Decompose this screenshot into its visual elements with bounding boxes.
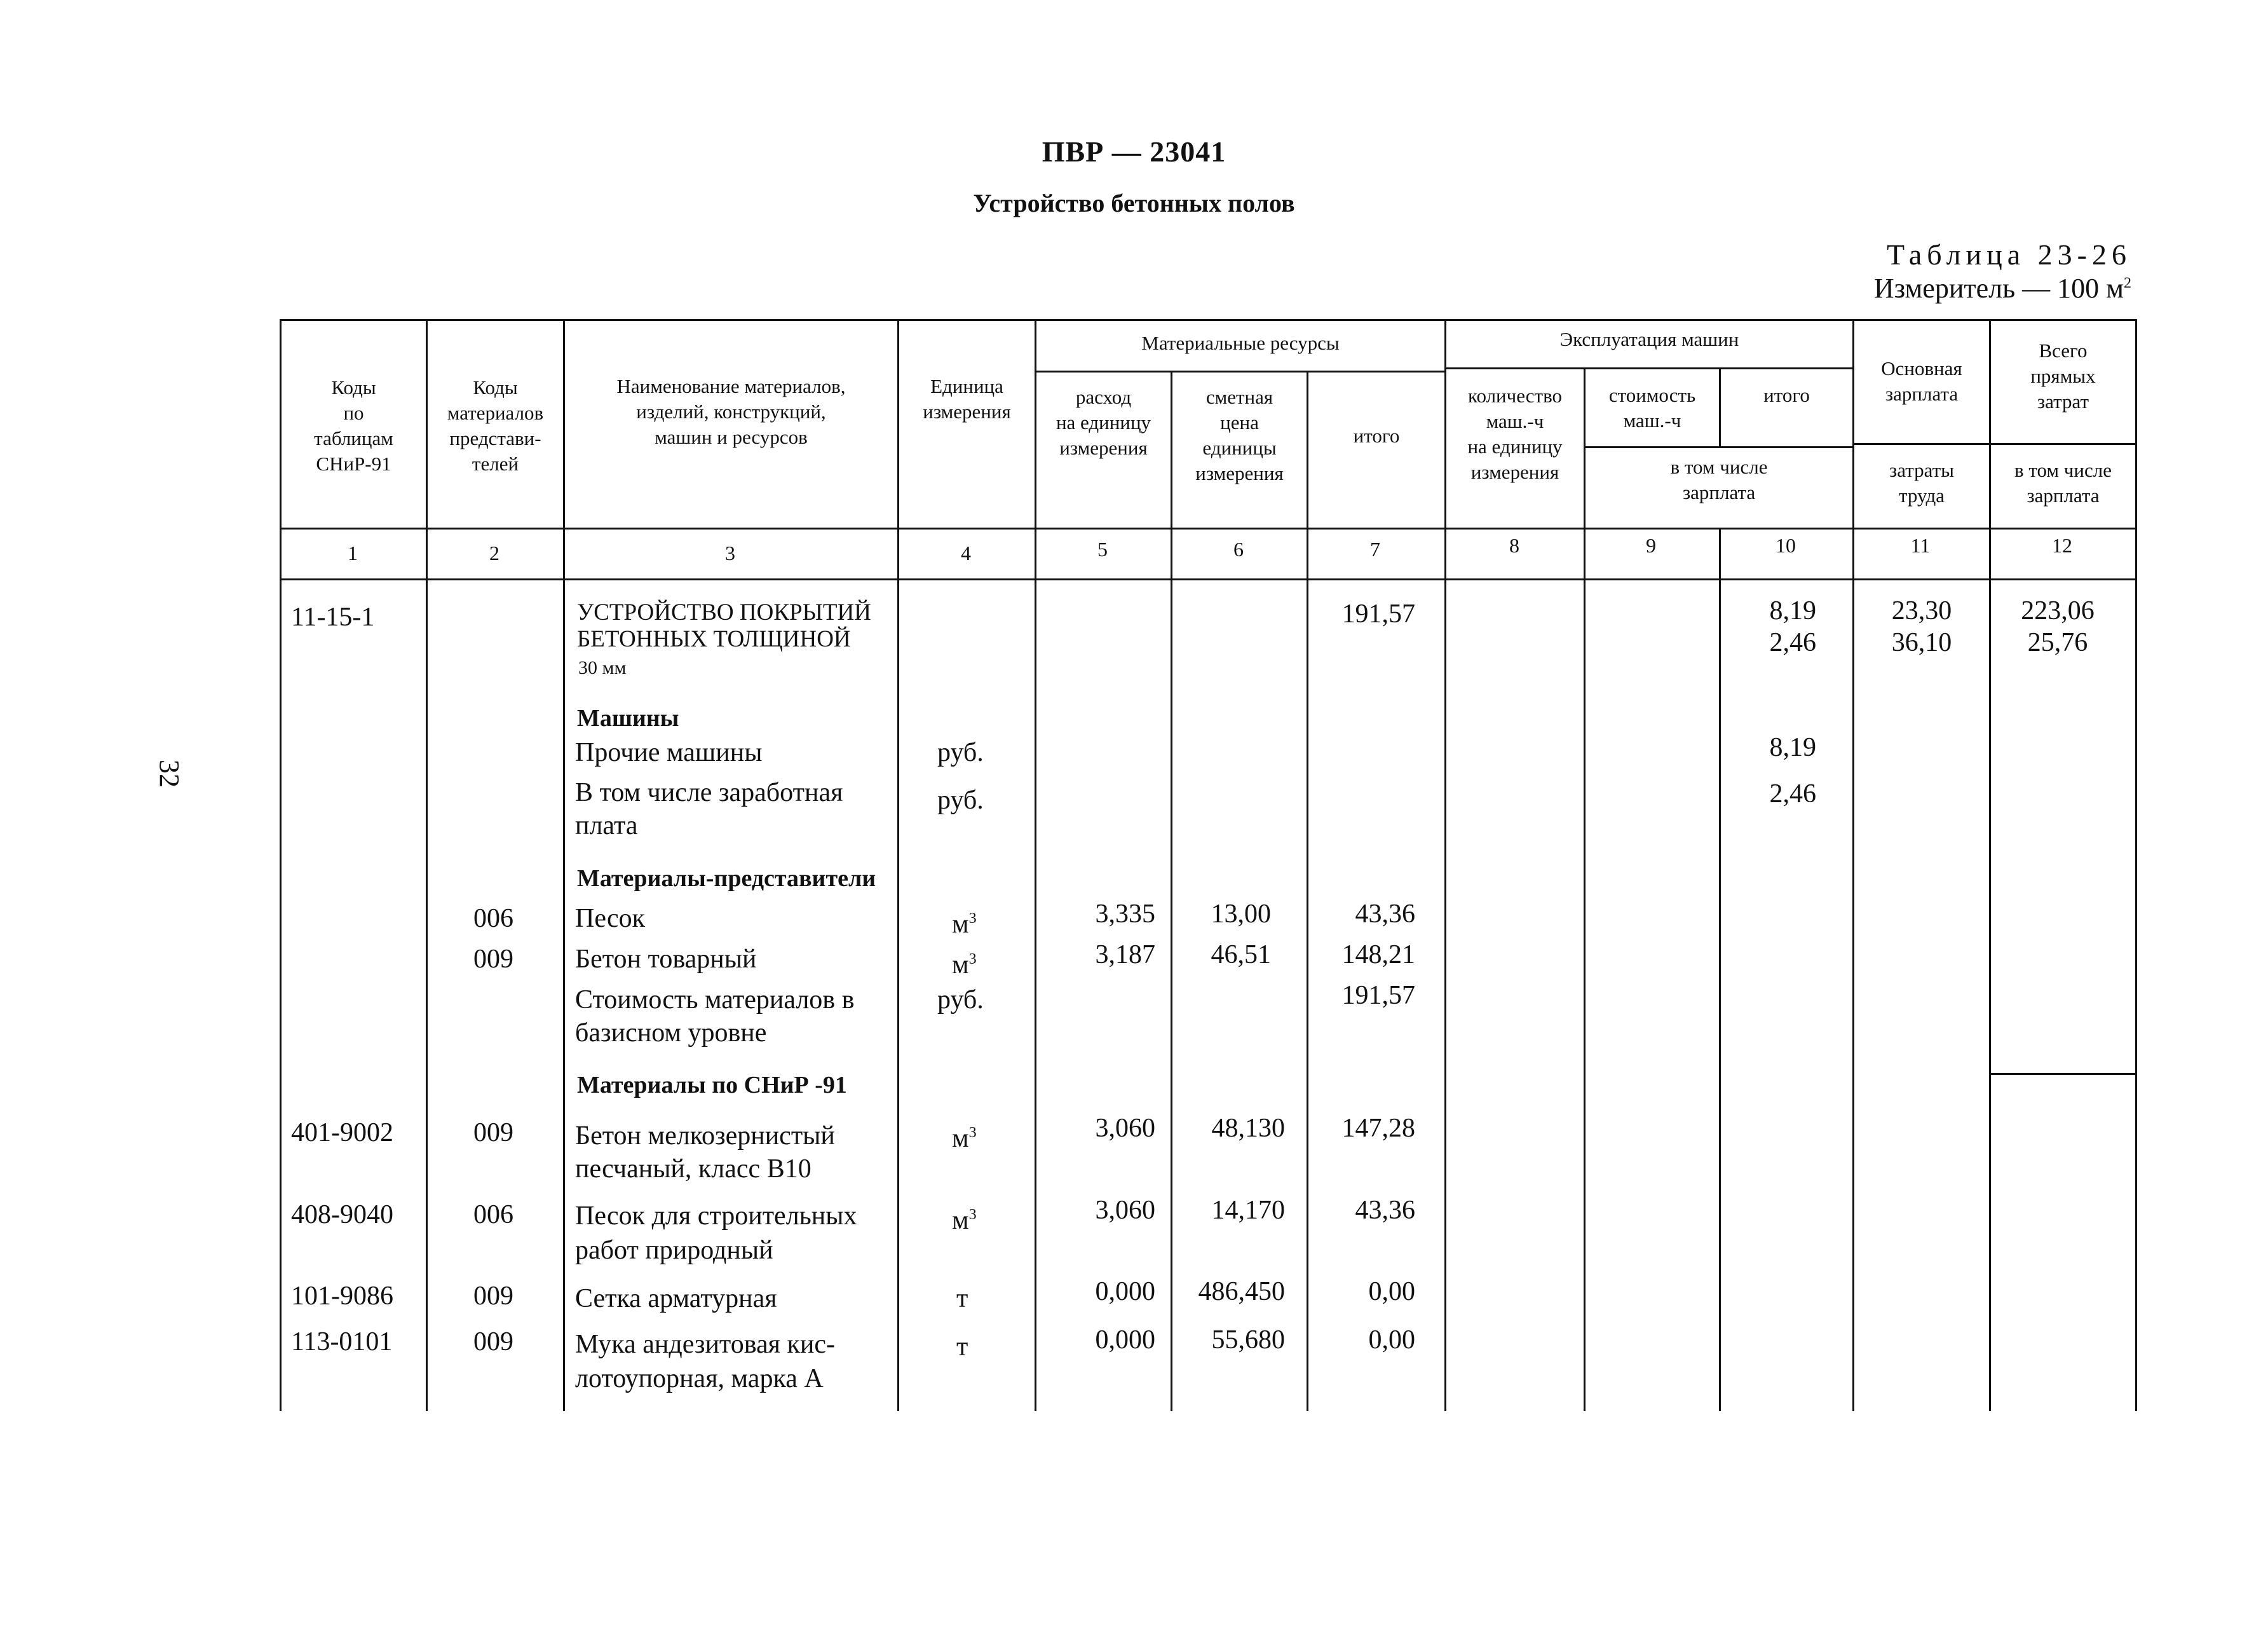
snir-2-rep-code: 006 — [473, 1200, 513, 1229]
snir-2-name-line2: работ природный — [575, 1236, 773, 1265]
rep-concrete-c5: 3,187 — [1095, 940, 1155, 969]
header-col2 — [428, 375, 563, 477]
rep-sand-code: 006 — [473, 904, 513, 933]
header-col4-line: Единица — [930, 375, 1003, 397]
rule-number-row-bottom — [280, 578, 2135, 580]
header-col3 — [565, 374, 897, 450]
snir-1-unit — [952, 1116, 977, 1156]
vline-3 — [897, 319, 899, 1411]
machine-other-name: Прочие машины — [575, 738, 763, 767]
vline-9b — [1719, 528, 1721, 1411]
snir-1-unit-text: м — [952, 1124, 969, 1153]
rep-sand-unit-exp: 3 — [968, 910, 977, 927]
header-col5-line: измерения — [1059, 437, 1148, 459]
header-col12-sub-line: в том числе — [2014, 459, 2112, 481]
snir-4-code: 113-0101 — [291, 1327, 393, 1356]
rule-header-bottom — [280, 528, 2135, 530]
machine-wage-name-line2: плата — [575, 811, 638, 840]
rep-sand-c6: 13,00 — [1211, 899, 1271, 929]
header-col6 — [1172, 385, 1307, 486]
header-col1 — [282, 375, 426, 477]
header-col8 — [1446, 383, 1584, 485]
col-number-5: 5 — [1097, 538, 1108, 561]
header-col6-line: измерения — [1195, 462, 1284, 484]
page-title: ПВР — 23041 — [1042, 135, 1226, 168]
header-col11-sub-line: труда — [1898, 484, 1945, 507]
header-col11-line: Основная — [1881, 357, 1962, 379]
rule-subhead-11-12 — [1852, 443, 2135, 445]
main-name-line2: БЕТОННЫХ ТОЛЩИНОЙ — [577, 626, 851, 652]
col-number-12: 12 — [2052, 534, 2072, 557]
main-c12-wage: 25,76 — [2027, 628, 2088, 657]
rep-sand-name: Песок — [575, 904, 646, 933]
col-number-1: 1 — [348, 542, 358, 564]
header-col2-line: телей — [472, 453, 519, 475]
header-col6-line: единицы — [1202, 437, 1277, 459]
header-col1-line: СНиР-91 — [316, 453, 391, 475]
header-col3-line: изделий, конструкций, — [636, 400, 826, 423]
header-col7: итого — [1353, 425, 1400, 447]
header-col3-line: Наименование материалов, — [616, 375, 846, 397]
measure-text: Измеритель — 100 м — [1873, 273, 2124, 304]
rep-concrete-c7: 148,21 — [1341, 940, 1415, 969]
header-col5-line: расход — [1075, 386, 1132, 408]
rep-sand-c5: 3,335 — [1095, 899, 1155, 929]
snir-1-unit-exp: 3 — [968, 1124, 977, 1141]
snir-1-c5: 3,060 — [1095, 1114, 1155, 1143]
vline-12 — [2135, 319, 2137, 1411]
main-code: 11-15-1 — [291, 603, 375, 632]
col-number-7: 7 — [1370, 538, 1380, 561]
rep-cost-unit: руб. — [937, 985, 984, 1015]
header-col1-line: таблицам — [314, 427, 393, 449]
snir-1-rep-code: 009 — [473, 1118, 513, 1147]
col-number-4: 4 — [961, 542, 971, 564]
rule-group-machines — [1444, 367, 1852, 369]
measure-unit — [1874, 272, 2131, 304]
main-c12-total: 223,06 — [2021, 596, 2095, 625]
main-c11-wage: 23,30 — [1891, 596, 1952, 625]
measure-exponent: 2 — [2124, 275, 2131, 292]
rule-group-materials — [1035, 371, 1444, 372]
main-c11-labor: 36,10 — [1891, 628, 1952, 657]
snir-1-c7: 147,28 — [1341, 1114, 1415, 1143]
snir-2-unit-exp: 3 — [968, 1206, 977, 1223]
snir-4-name-line2: лотоупорная, марка А — [575, 1364, 824, 1393]
header-col11-sub-line: затраты — [1889, 459, 1954, 481]
snir-3-code: 101-9086 — [291, 1281, 393, 1311]
rep-sand-unit-text: м — [952, 910, 969, 939]
header-col9 — [1586, 383, 1719, 434]
snir-1-name-line1: Бетон мелкозернистый — [575, 1121, 835, 1151]
header-col1-line: Коды — [331, 376, 376, 399]
header-col11-sub — [1854, 458, 1989, 509]
vline-5 — [1171, 371, 1172, 1411]
header-col12-line: затрат — [2037, 390, 2089, 413]
header-col12-line: Всего — [2039, 339, 2088, 362]
snir-3-name: Сетка арматурная — [575, 1284, 777, 1313]
snir-3-c5: 0,000 — [1095, 1277, 1155, 1306]
snir-4-c5: 0,000 — [1095, 1325, 1155, 1355]
snir-4-c6: 55,680 — [1211, 1325, 1285, 1355]
snir-4-rep-code: 009 — [473, 1327, 513, 1356]
header-col12-sub — [1991, 458, 2135, 509]
vline-1 — [426, 319, 428, 1411]
rule-top — [280, 319, 2135, 321]
header-col10: итого — [1763, 384, 1810, 406]
rep-concrete-unit-exp: 3 — [968, 951, 977, 967]
snir-1-c6: 48,130 — [1211, 1114, 1285, 1143]
header-col12-sub-line: зарплата — [2027, 484, 2100, 507]
snir-1-name-line2: песчаный, класс В10 — [575, 1154, 811, 1184]
main-name-thickness: 30 мм — [578, 657, 627, 678]
col-number-8: 8 — [1509, 534, 1519, 557]
snir-2-c5: 3,060 — [1095, 1196, 1155, 1225]
snir-3-c7: 0,00 — [1368, 1277, 1415, 1306]
rep-sand-unit — [952, 901, 977, 941]
header-col8-line: измерения — [1470, 461, 1559, 483]
machine-other-c10: 8,19 — [1769, 733, 1816, 762]
snir-2-unit-text: м — [952, 1206, 969, 1235]
header-col12-line: прямых — [2030, 365, 2096, 387]
rep-concrete-unit-text: м — [952, 950, 969, 980]
snir-3-rep-code: 009 — [473, 1281, 513, 1311]
table-label: Таблица 23-26 — [1886, 238, 2131, 271]
snir-2-unit — [952, 1198, 977, 1238]
machine-wage-name-line1: В том числе заработная — [575, 778, 843, 807]
col-number-2: 2 — [489, 542, 499, 564]
header-col4-line: измерения — [923, 400, 1011, 423]
snir-2-code: 408-9040 — [291, 1200, 393, 1229]
main-name-line1: УСТРОЙСТВО ПОКРЫТИЙ — [577, 599, 871, 625]
header-col4 — [899, 374, 1035, 425]
header-group-machines: Эксплуатация машин — [1559, 328, 1739, 350]
header-group-materials: Материальные ресурсы — [1141, 332, 1340, 354]
header-col5-line: на единицу — [1056, 411, 1151, 434]
machine-wage-c10: 2,46 — [1769, 779, 1816, 809]
header-col9-line: стоимость — [1608, 384, 1696, 406]
machine-wage-unit: руб. — [937, 786, 984, 815]
page-subtitle: Устройство бетонных полов — [973, 189, 1295, 217]
header-sub-line: зарплата — [1682, 481, 1756, 503]
header-col11-line: зарплата — [1885, 383, 1959, 405]
col-number-11: 11 — [1910, 534, 1931, 557]
snir-4-c7: 0,00 — [1368, 1325, 1415, 1355]
vline-4 — [1035, 319, 1036, 1411]
snir-4-name-line1: Мука андезитовая кис- — [575, 1330, 835, 1359]
section-representative-materials: Материалы-представители — [577, 865, 876, 892]
rep-concrete-unit — [952, 942, 977, 982]
header-col9-10-sub — [1586, 454, 1852, 505]
snir-1-code: 401-9002 — [291, 1118, 393, 1147]
main-c10-wage: 2,46 — [1769, 628, 1816, 657]
header-col9-line: маш.-ч — [1623, 409, 1681, 432]
rep-cost-name-line2: базисном уровне — [575, 1018, 767, 1048]
header-col11 — [1854, 356, 1989, 407]
main-total: 191,57 — [1341, 599, 1415, 629]
header-col6-line: цена — [1220, 411, 1259, 434]
rep-cost-c7: 191,57 — [1341, 981, 1415, 1010]
rep-concrete-code: 009 — [473, 945, 513, 974]
header-sub-line: в том числе — [1670, 456, 1768, 478]
vline-2 — [563, 319, 565, 1411]
header-col8-line: на единицу — [1467, 435, 1563, 458]
rep-concrete-c6: 46,51 — [1211, 940, 1271, 969]
header-col2-line: представи- — [449, 427, 541, 449]
snir-2-c7: 43,36 — [1355, 1196, 1415, 1225]
snir-4-unit: т — [956, 1332, 968, 1362]
section-snir-materials: Материалы по СНиР -91 — [577, 1072, 847, 1098]
header-col5 — [1036, 385, 1171, 461]
header-col12 — [1991, 338, 2135, 414]
header-col6-line: сметная — [1205, 386, 1273, 408]
rule-subhead-9-10 — [1584, 446, 1852, 448]
header-col1-line: по — [343, 402, 364, 424]
col-number-10: 10 — [1776, 534, 1796, 557]
col-number-3: 3 — [725, 542, 735, 564]
header-col2-line: материалов — [447, 402, 544, 424]
vline-8 — [1584, 367, 1586, 1411]
page-number: 32 — [154, 760, 185, 788]
header-col3-line: машин и ресурсов — [655, 426, 808, 448]
col-number-6: 6 — [1233, 538, 1244, 561]
snir-3-unit: т — [956, 1284, 968, 1313]
header-col8-line: количество — [1468, 385, 1562, 407]
rep-concrete-name: Бетон товарный — [575, 945, 757, 974]
vline-6 — [1307, 371, 1308, 1411]
rule-partial — [1989, 1073, 2135, 1075]
snir-2-c6: 14,170 — [1211, 1196, 1285, 1225]
col-number-9: 9 — [1646, 534, 1656, 557]
rep-sand-c7: 43,36 — [1355, 899, 1415, 929]
main-c10-total: 8,19 — [1769, 596, 1816, 625]
header-col8-line: маш.-ч — [1486, 410, 1544, 432]
snir-2-name-line1: Песок для строительных — [575, 1201, 857, 1231]
snir-3-c6: 486,450 — [1198, 1277, 1285, 1306]
machine-other-unit: руб. — [937, 738, 984, 767]
rep-cost-name-line1: Стоимость материалов в — [575, 985, 855, 1015]
header-col2-line: Коды — [473, 376, 518, 399]
section-machines: Машины — [577, 705, 679, 732]
vline-0 — [280, 319, 282, 1411]
